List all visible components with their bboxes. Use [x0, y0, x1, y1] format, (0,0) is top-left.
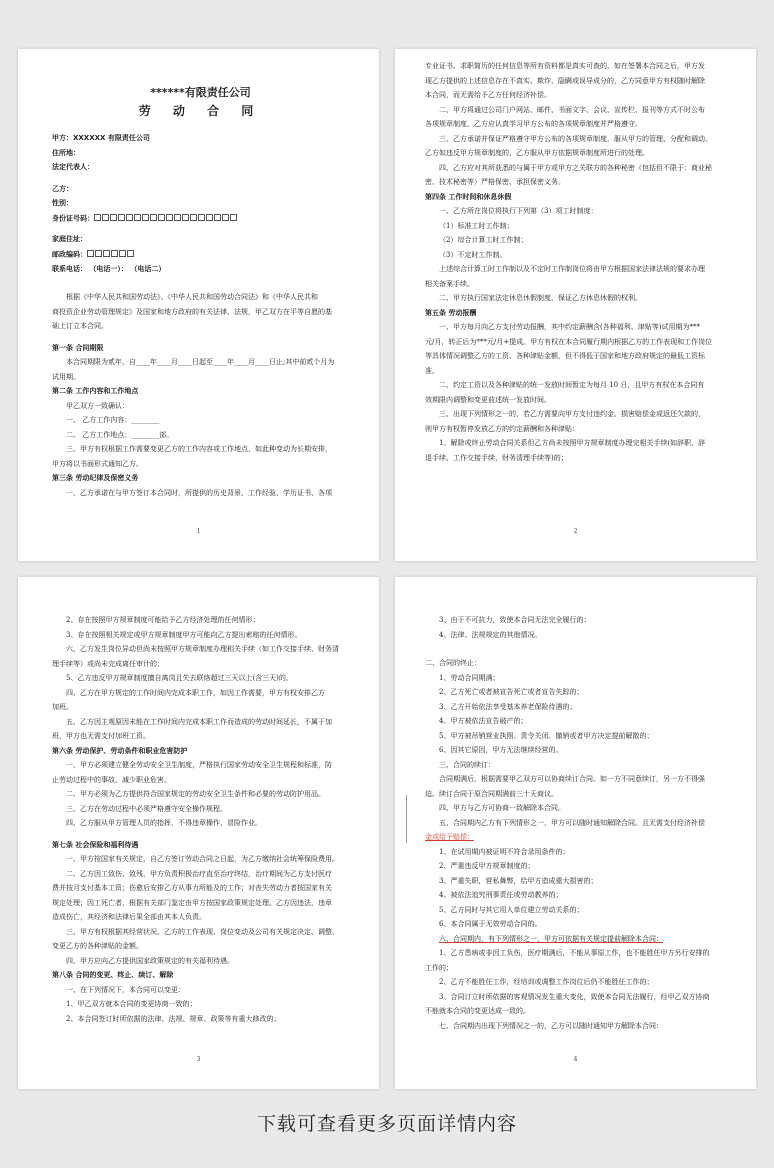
text-line [425, 772, 728, 787]
text-line-bold [52, 744, 349, 759]
line-text: 4、被依法追究刑事责任或劳动教养的； [439, 891, 563, 899]
digit-box [198, 214, 205, 221]
text-line [425, 233, 728, 248]
text-line [425, 1004, 728, 1019]
text-line [425, 349, 728, 364]
line-text: 四、甲方与乙方可协商一致解除本合同。 [439, 804, 565, 812]
text-line [52, 983, 349, 998]
spacer [52, 334, 349, 341]
digit-box [182, 214, 189, 221]
text-line [52, 399, 349, 414]
line-text: 家庭住址： [52, 235, 87, 244]
document-page-2 [395, 49, 756, 561]
line-text: 不能就本合同的变更达成一致的。 [425, 1007, 530, 1015]
text-line [425, 685, 728, 700]
line-text: 1、解除或终止劳动合同关系但乙方尚未按照甲方规章制度办理完相关手续(如辞职、辞 [439, 439, 706, 447]
digit-box [102, 214, 109, 221]
spacer [52, 276, 349, 290]
line-text: 现乙方提供的上述信息存在不真实、欺诈、隐瞒或误导成分的，乙方同意甲方有权随时解除 [425, 76, 705, 85]
document-page-1 [18, 49, 379, 561]
line-text: 第六条 劳动保护、劳动条件和职业危害防护 [52, 746, 188, 755]
contract-title: 劳 动 合 同 [138, 104, 263, 118]
text-line [425, 874, 728, 889]
line-text: （1）标准工时工作制； [439, 221, 514, 230]
text-line [425, 830, 728, 845]
digit-box [150, 214, 157, 221]
text-line [52, 910, 349, 925]
line-text: 一、 乙方工作内容：________ [66, 416, 160, 424]
page-3-body [52, 613, 349, 1026]
text-line [425, 407, 728, 422]
digit-box [190, 214, 197, 221]
text-line-bold [52, 384, 349, 399]
text-line [425, 436, 728, 451]
text-line [425, 1019, 728, 1034]
line-text: 二、甲方将通过公司门户网站、邮件、书面文字、会议、宣传栏、报刊等方式不时公布 [439, 105, 705, 114]
line-text: 础上订立本合同。 [52, 322, 108, 330]
text-line [52, 939, 349, 954]
page-1-body [52, 131, 349, 500]
text-line-bold [425, 190, 728, 205]
text-line [425, 990, 728, 1005]
line-text: 五、合同期内乙方有下列情形之一，甲方可以随时通知解除合同。且无需支付经济补偿 [439, 818, 705, 827]
document-page-3 [18, 577, 379, 1089]
digit-box [142, 214, 149, 221]
text-line-bold [52, 471, 349, 486]
text-line [425, 888, 728, 903]
line-text: 6、因其它原因，甲方无法继续经营的。 [439, 746, 563, 754]
text-line [425, 175, 728, 190]
page-number: 4 [573, 1056, 578, 1063]
line-text: 性别： [52, 199, 73, 207]
text-line-bold [52, 232, 349, 247]
line-text: 二、甲方执行国家法定休息休假制度，保证乙方休息休假的权利。 [439, 294, 642, 302]
line-text: 2、严重违反甲方规章制度的； [439, 862, 535, 870]
text-line [425, 714, 728, 729]
id-number-boxes [94, 211, 238, 226]
line-text: 2、存在按照甲方规章制度可能给予乙方经济处理的任何情形； [66, 616, 260, 624]
digit-box [158, 214, 165, 221]
line-text: 合同期满后，根据需要甲乙双方可以协商续订合同。如一方不同意续订，另一方不得强 [439, 775, 705, 783]
line-text: 第七条 社会保险和福利待遇 [52, 840, 139, 849]
text-line [52, 896, 349, 911]
revision-mark [406, 795, 407, 843]
line-text: 迫。续订合同于原合同期满前三十天商议。 [425, 789, 558, 798]
line-text: 法定代表人： [52, 163, 94, 171]
line-text: 三、出现下列情形之一的，若乙方需要向甲方支付违约金、损害赔偿金或返还欠款的， [439, 410, 705, 418]
line-text: 甲方将以书面形式通知乙方。 [52, 459, 143, 468]
line-text: 三、乙方在劳动过程中必须严格遵守安全操作规程。 [66, 804, 227, 813]
spacer [52, 175, 349, 182]
text-line [52, 305, 349, 320]
text-line [425, 393, 728, 408]
line-text: 甲乙双方一致确认： [66, 401, 129, 410]
text-line [52, 700, 349, 715]
text-line-bold [52, 160, 349, 175]
text-line [52, 370, 349, 385]
text-line [425, 291, 728, 306]
text-line [425, 219, 728, 234]
text-line [52, 657, 349, 672]
text-line [52, 867, 349, 882]
line-text: 规定处理；因工死亡者，根据有关部门鉴定由甲方按国家政策规定处理。乙方因违法，违章 [52, 898, 332, 907]
text-line-bold [52, 968, 349, 983]
line-text: 密、技术秘密等）严格保密、承担保密义务。 [425, 178, 565, 186]
digit-box [118, 214, 125, 221]
text-line [425, 859, 728, 874]
digit-box [110, 214, 117, 221]
text-line [52, 355, 349, 370]
text-line [425, 103, 728, 118]
line-text: 身份证号码： [52, 213, 94, 222]
digit-box [119, 250, 126, 257]
line-text: 一、甲方按国家有关规定，自乙方签订劳动合同之日起，为乙方缴纳社会统筹保险费用。 [66, 855, 339, 863]
text-line [425, 146, 728, 161]
text-line [425, 787, 728, 802]
text-line [52, 413, 349, 428]
text-line [52, 486, 349, 501]
text-line [52, 925, 349, 940]
text-line [52, 671, 349, 686]
line-text: 七、合同期内出现下列情况之一的，乙方可以随时通知甲方解除本合同： [439, 1021, 663, 1030]
line-text: 试用期。 [52, 372, 80, 381]
line-text: 费并按月支付基本工资；伤愈后安排乙方从事力所能及的工作；对丧失劳动力者按国家有关 [52, 884, 332, 892]
digit-box [206, 214, 213, 221]
line-text: 本合同，而无需给予乙方任何经济补偿。 [425, 91, 551, 99]
text-line-bold [52, 211, 349, 226]
line-text: 各项规章制度，乙方应认真学习甲方公布的各项规章制度并严格遵守。 [425, 120, 642, 128]
page-number: 1 [196, 528, 201, 535]
line-text: 4、法律、法规规定的其他情况。 [439, 630, 542, 639]
text-line [425, 422, 728, 437]
text-line-bold [52, 182, 349, 197]
line-text: 造成伤亡，其经济和法律后果全部由其本人负责。 [52, 913, 206, 921]
digit-box [94, 214, 101, 221]
line-text: 联系电话： （电话一）： （电话二） [52, 264, 166, 273]
line-text: 甲方：XXXXXX 有限责任公司 [52, 134, 150, 142]
line-text: 3、由于不可抗力，致使本合同无法完全履行的； [439, 616, 591, 624]
text-line [425, 758, 728, 773]
company-title: ******有限责任公司 [150, 86, 251, 99]
line-text: 加班。 [52, 703, 73, 711]
line-text: 2、本合同签订时所依据的法律、法规、规章、政策等有重大修改的； [66, 1014, 281, 1023]
line-text: 第一条 合同期限 [52, 343, 104, 352]
text-line [52, 319, 349, 334]
text-line [52, 997, 349, 1012]
line-text: 一、甲方必须建立健全劳动安全卫生制度，严格执行国家劳动安全卫生规程和标准，防 [66, 761, 332, 769]
line-text: 第五条 劳动报酬 [425, 308, 477, 317]
line-text: 1、甲乙双方就本合同的变更协商一致的； [66, 1000, 197, 1008]
text-line [425, 161, 728, 176]
digit-box [127, 250, 134, 257]
line-text: 1、乙方患病或非因工负伤，医疗期满后，不能从事原工作，也不能胜任甲方另行安排的 [439, 949, 710, 957]
digit-box [87, 250, 94, 257]
line-text: 工作的； [425, 963, 453, 972]
line-text: 二、乙方因工致伤、致残，甲方负责积极治疗直至治疗终结，治疗期间为乙方支付医疗 [66, 869, 332, 878]
text-line [425, 335, 728, 350]
line-text: 一、在下列情况下，本合同可以变更： [66, 985, 185, 994]
page-number: 3 [196, 1056, 201, 1063]
text-line [52, 954, 349, 969]
text-line [52, 715, 349, 730]
text-line [425, 117, 728, 132]
spacer [52, 831, 349, 838]
text-line [425, 74, 728, 89]
text-line [425, 801, 728, 816]
text-line-bold [425, 306, 728, 321]
text-line [425, 320, 728, 335]
line-text: 2、乙方死亡或者被宣告死亡或者宣告失踪的； [439, 688, 584, 696]
line-text: 三、甲方有权根据其经营状况、乙方的工作表现、岗位变动及公司有关规定决定、调整、 [66, 927, 339, 936]
line-text: （2）综合计算工时工作制； [439, 236, 528, 244]
page-4-body [425, 613, 728, 1033]
line-text: 一、乙方承诺在与甲方签订本合同时，所提供的历史背景、工作经验、学历证书、各项 [66, 488, 332, 497]
text-line [425, 364, 728, 379]
text-line [425, 613, 728, 628]
text-line [425, 656, 728, 671]
digit-box [174, 214, 181, 221]
text-line [52, 613, 349, 628]
digit-box [222, 214, 229, 221]
line-text: 3、存在按照相关规定或甲方规章制度甲方可能向乙方提出索赔的任何情形。 [66, 630, 302, 639]
line-text: 止劳动过程中的事故，减少职业危害。 [52, 775, 171, 784]
spacer [52, 225, 349, 232]
text-line [425, 378, 728, 393]
line-text: 5、乙方违反甲方规章制度擅自离岗且失去联络超过三天以上(含三天)的。 [66, 674, 293, 682]
text-line [52, 628, 349, 643]
line-text: 1、劳动合同期满； [439, 673, 500, 682]
line-text: （3）不定时工作制。 [439, 250, 507, 259]
text-line [425, 262, 728, 277]
line-text: 四、乙方应对其所获悉的与属于甲方或甲方之关联方的各种秘密（包括但不限于：商业秘 [439, 163, 712, 172]
digit-box [214, 214, 221, 221]
page-number: 2 [573, 528, 578, 535]
digit-box [166, 214, 173, 221]
line-text: 五、乙方因主观原因未能在工作时间内完成本职工作而造成的劳动时间延长，不属于加 [66, 717, 332, 726]
text-line [425, 88, 728, 103]
digit-box [134, 214, 141, 221]
line-text: 金或给予赔偿： [425, 833, 474, 841]
line-text: 理手续等）或尚未完成离任审计的； [52, 659, 164, 668]
line-text: 3、严重失职，营私舞弊，给甲方造成重大损害的； [439, 876, 598, 885]
text-line [52, 642, 349, 657]
line-text: 住所地： [52, 148, 80, 157]
text-line [52, 442, 349, 457]
text-line-bold [52, 341, 349, 356]
line-text: 第四条 工作时间和休息休假 [425, 192, 512, 201]
text-line [425, 845, 728, 860]
line-text: 本合同期限为贰年，自____年____月____日起至____年____月____日止;其中前贰个月为 [66, 358, 335, 366]
line-text: 5、乙方同时与其它用人单位建立劳动关系的； [439, 905, 584, 914]
text-line [52, 787, 349, 802]
text-line [52, 1012, 349, 1027]
line-text: 四、甲方应向乙方提供国家政策规定的有关福利待遇。 [66, 956, 234, 965]
line-text: 根据《中华人民共和国劳动法》、《中华人民共和国劳动合同法》和《中华人民共和 [66, 293, 318, 301]
text-line [52, 428, 349, 443]
line-text: 商投资企业劳动管理规定》及国家和地方政府的有关法律、法规，甲乙双方在平等自愿的基 [52, 307, 332, 316]
line-text: 乙方： [52, 184, 73, 193]
text-line [52, 881, 349, 896]
text-line [425, 816, 728, 831]
line-text: 乙方如违反甲方规章制度的，乙方服从甲方依据规章制度所进行的处理。 [425, 149, 649, 157]
text-line [52, 729, 349, 744]
text-line [425, 917, 728, 932]
text-line [52, 802, 349, 817]
text-line-bold [52, 838, 349, 853]
text-line [425, 961, 728, 976]
text-line [425, 59, 728, 74]
page-2-body [425, 59, 728, 465]
download-caption: 下载可查看更多页面详情内容 [256, 1113, 517, 1135]
digit-box [126, 214, 133, 221]
text-line [425, 975, 728, 990]
line-text: 等具体情况调整乙方的工资、各种津贴金额，但不得低于国家和地方政府规定的最低工资标 [425, 352, 705, 360]
line-text: 相关备案手续。 [425, 279, 474, 288]
text-line [425, 451, 728, 466]
line-text: 三、乙方承诺并保证严格遵守甲方公布的各项规章制度，服从甲方的管理、分配和调动。 [439, 134, 712, 143]
line-text: 3、乙方开始依法享受基本养老保险待遇的； [439, 702, 577, 711]
text-line [425, 700, 728, 715]
line-text: 1、在试用期内被证明不符合录用条件的； [439, 847, 570, 856]
line-text: 6、本合同属于无效劳动合同的。 [439, 920, 542, 928]
text-line-bold [52, 247, 349, 262]
text-line [425, 204, 728, 219]
line-text: 3、合同订立时所依据的客观情况发生重大变化，致使本合同无法履行，经甲乙双方协商 [439, 992, 710, 1001]
line-text: 四、乙方服从甲方管理人员的指挥，不得违章操作，冒险作业。 [66, 819, 262, 827]
text-line [425, 903, 728, 918]
digit-box [111, 250, 118, 257]
text-line [425, 277, 728, 292]
line-text: 三、甲方有权根据工作需要变更乙方的工作内容或工作地点，如此种变动为长期安排， [66, 445, 332, 453]
text-line [425, 248, 728, 263]
line-text: 4、甲方被依法宣告破产的； [439, 717, 528, 725]
text-line [52, 290, 349, 305]
digit-box [230, 214, 237, 221]
line-text: 六、乙方发生岗位异动但尚未按照甲方规章制度办理相关手续（如工作交接手续、财务清 [66, 645, 339, 653]
line-text: 退手续、工作交接手续、财务清理手续等)的； [425, 453, 568, 462]
line-text: 三、合同的续订： [439, 760, 495, 769]
line-text: 二、合同的终止： [425, 659, 481, 667]
text-line [52, 758, 349, 773]
line-text: 二、约定工资以及各种津贴的统一发放时间暂定为每月 10 日，且甲方有权在本合同有 [439, 381, 705, 389]
text-line-bold [52, 131, 349, 146]
line-text: 二、甲方必须为乙方提供符合国家规定的劳动安全卫生条件和必要的劳动防护用品。 [66, 790, 325, 798]
text-line-bold [52, 196, 349, 211]
text-line [52, 686, 349, 701]
line-text: 六、合同期内，有下列情形之一，甲方可依据有关规定提前解除本合同： [439, 934, 663, 943]
digit-box [103, 250, 110, 257]
line-text: 2、乙方不能胜任工作，经培训或调整工作岗位后仍不能胜任工作的； [439, 978, 654, 986]
digit-box [95, 250, 102, 257]
text-line [425, 132, 728, 147]
line-text: 效期限内调整和变更前述统一发放时间。 [425, 395, 551, 404]
document-page-4 [395, 577, 756, 1089]
line-text: 一、乙方所在岗位将执行下列第（3）项工时制度： [439, 207, 598, 215]
text-line [52, 457, 349, 472]
line-text: 邮政编码： [52, 250, 87, 258]
line-text: 一、甲方每月向乙方支付劳动报酬，其中约定薪酬含(各种福利、津贴等)试用期为*** [439, 323, 700, 331]
line-text: 上述综合计算工时工作制以及不定时工作制岗位将由甲方根据国家法律法规的要求办理 [439, 265, 705, 273]
text-line [425, 946, 728, 961]
text-line-bold [52, 146, 349, 161]
text-line [425, 932, 728, 947]
spacer [425, 642, 728, 656]
line-text: 变更乙方的各种津贴的金额。 [52, 942, 143, 950]
text-line [425, 743, 728, 758]
line-text: 准。 [425, 366, 439, 375]
text-line [425, 729, 728, 744]
line-text: 第二条 工作内容和工作地点 [52, 387, 139, 395]
text-line [52, 852, 349, 867]
line-text: 四、乙方在甲方规定的工作时间内完成本职工作，如因工作需要，甲方有权安排乙方 [66, 688, 325, 697]
line-text: 第八条 合同的变更、终止、续订、解除 [52, 971, 174, 979]
line-text: 第三条 劳动纪律及保密义务 [52, 474, 139, 482]
line-text: 专业证书、求职简历的任何信息等所有资料都是真实可查的，如在签署本合同之后，甲方发 [425, 62, 705, 70]
text-line [52, 816, 349, 831]
text-line [52, 773, 349, 788]
text-line [425, 671, 728, 686]
line-text: 元/月，转正后为***元/月+提成。甲方有权在本合同履行期内根据乙方的工作表现和工作岗位 [425, 337, 713, 346]
line-text: 班，甲方也无需支付加班工资。 [52, 732, 150, 740]
text-line-bold [52, 262, 349, 277]
line-text: 二、 乙方工作地点：________部。 [66, 430, 174, 439]
line-text: 则甲方有权暂停发放乙方的约定薪酬和各种津贴： [425, 424, 579, 433]
line-text: 5、甲方被吊销营业执照、责令关闭、撤销或者甲方决定提前解散的； [439, 731, 654, 740]
text-line [425, 628, 728, 643]
zipcode-boxes [87, 247, 135, 262]
